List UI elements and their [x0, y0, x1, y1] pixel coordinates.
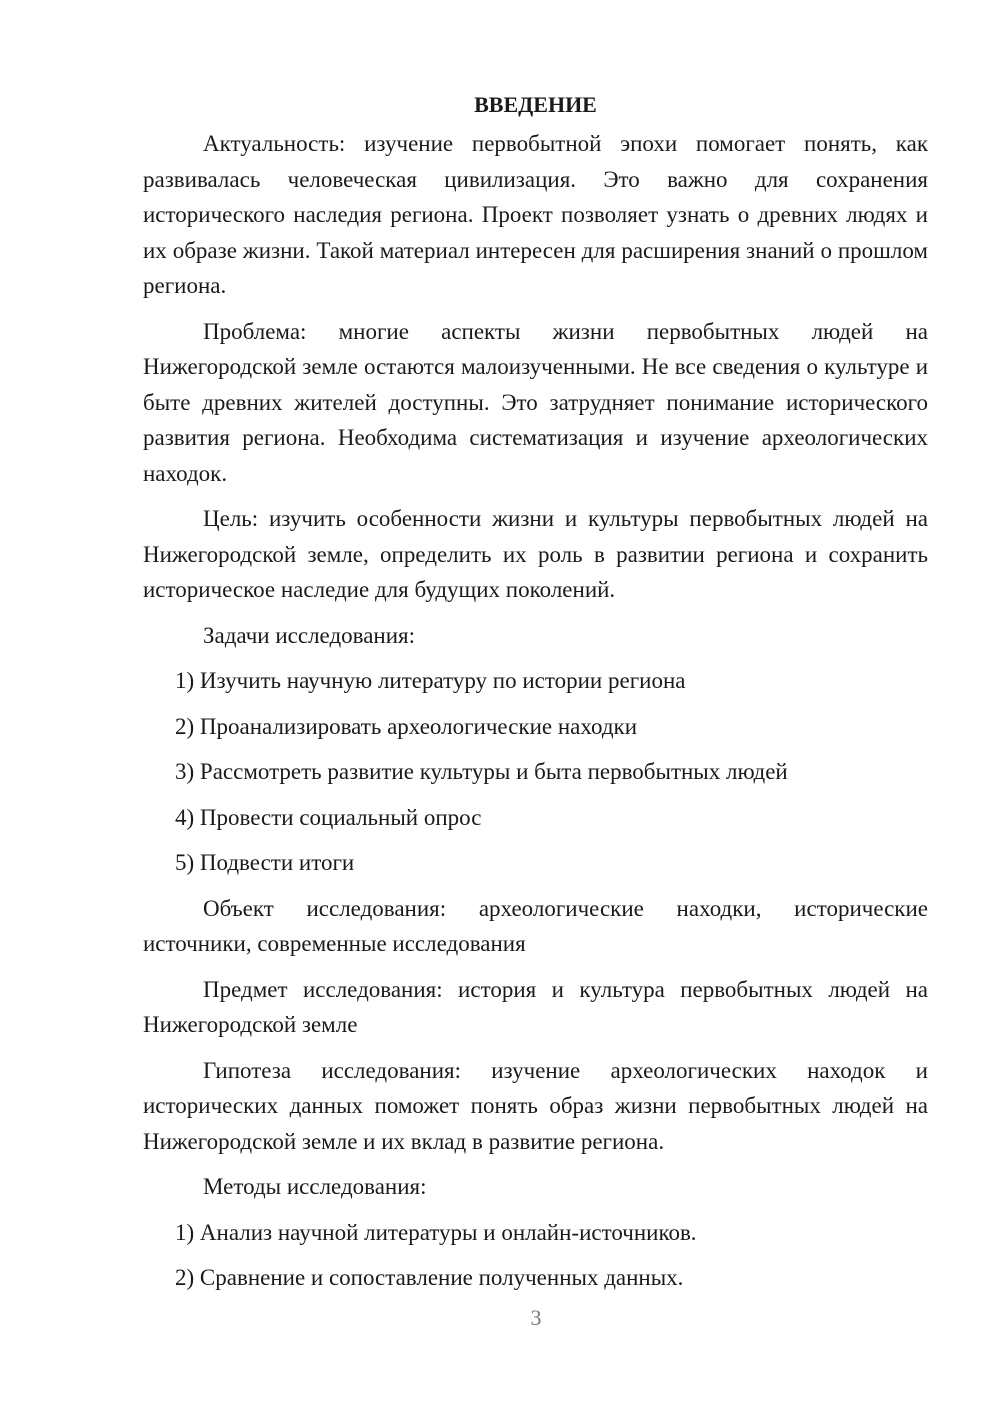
document-page — [143, 90, 928, 1306]
tasks-list — [143, 663, 928, 881]
relevance-paragraph: Актуальность: изучение первобытной эпохи помогает понять, как развивалась человеческая цивилизация. Это важно для сохранения исторического наследия региона. Проект позволяет узнать о древних людях и их образе жизни. Такой материал интересен для расширения знаний о прошлом региона. — [143, 131, 928, 298]
goal-paragraph: Цель: изучить особенности жизни и культуры первобытных людей на Нижегородской земле, определить их роль в развитии региона и сохранить историческое наследие для будущих поколений. — [143, 506, 928, 602]
list-item: 3) Рассмотреть развитие культуры и быта первобытных людей — [175, 759, 788, 784]
list-item: 1) Анализ научной литературы и онлайн-источников. — [175, 1219, 697, 1245]
list-item: 5) Подвести итоги — [175, 850, 355, 875]
page-number: 3 — [530, 1305, 542, 1330]
hypothesis-paragraph: Гипотеза исследования: изучение археологических находок и исторических данных поможет понять образ жизни первобытных людей на Нижегородской земле и их вклад в развитие региона. — [143, 1057, 928, 1154]
list-item: 1) Изучить научную литературу по истории региона — [175, 668, 686, 693]
tasks-label: Задачи исследования: — [203, 622, 416, 648]
methods-label: Методы исследования: — [203, 1174, 427, 1199]
page-title: ВВЕДЕНИЕ — [474, 92, 597, 117]
object-paragraph: Объект исследования: археологические находки, исторические источники, современные исследования — [143, 895, 928, 956]
list-item: 2) Сравнение и сопоставление полученных данных. — [175, 1265, 684, 1290]
list-item: 4) Провести социальный опрос — [175, 804, 482, 830]
problem-paragraph: Проблема: многие аспекты жизни первобытных людей на Нижегородской земле остаются малоизученными. Не все сведения о культуре и быте древних жителей доступны. Это затрудняет понимание исторического развития региона. Необходима систематизация и изучение археологических находок. — [143, 318, 928, 486]
list-item: 2) Проанализировать археологические находки — [175, 713, 638, 739]
methods-list — [143, 1215, 928, 1296]
subject-paragraph: Предмет исследования: история и культура первобытных людей на Нижегородской земле — [143, 976, 928, 1037]
